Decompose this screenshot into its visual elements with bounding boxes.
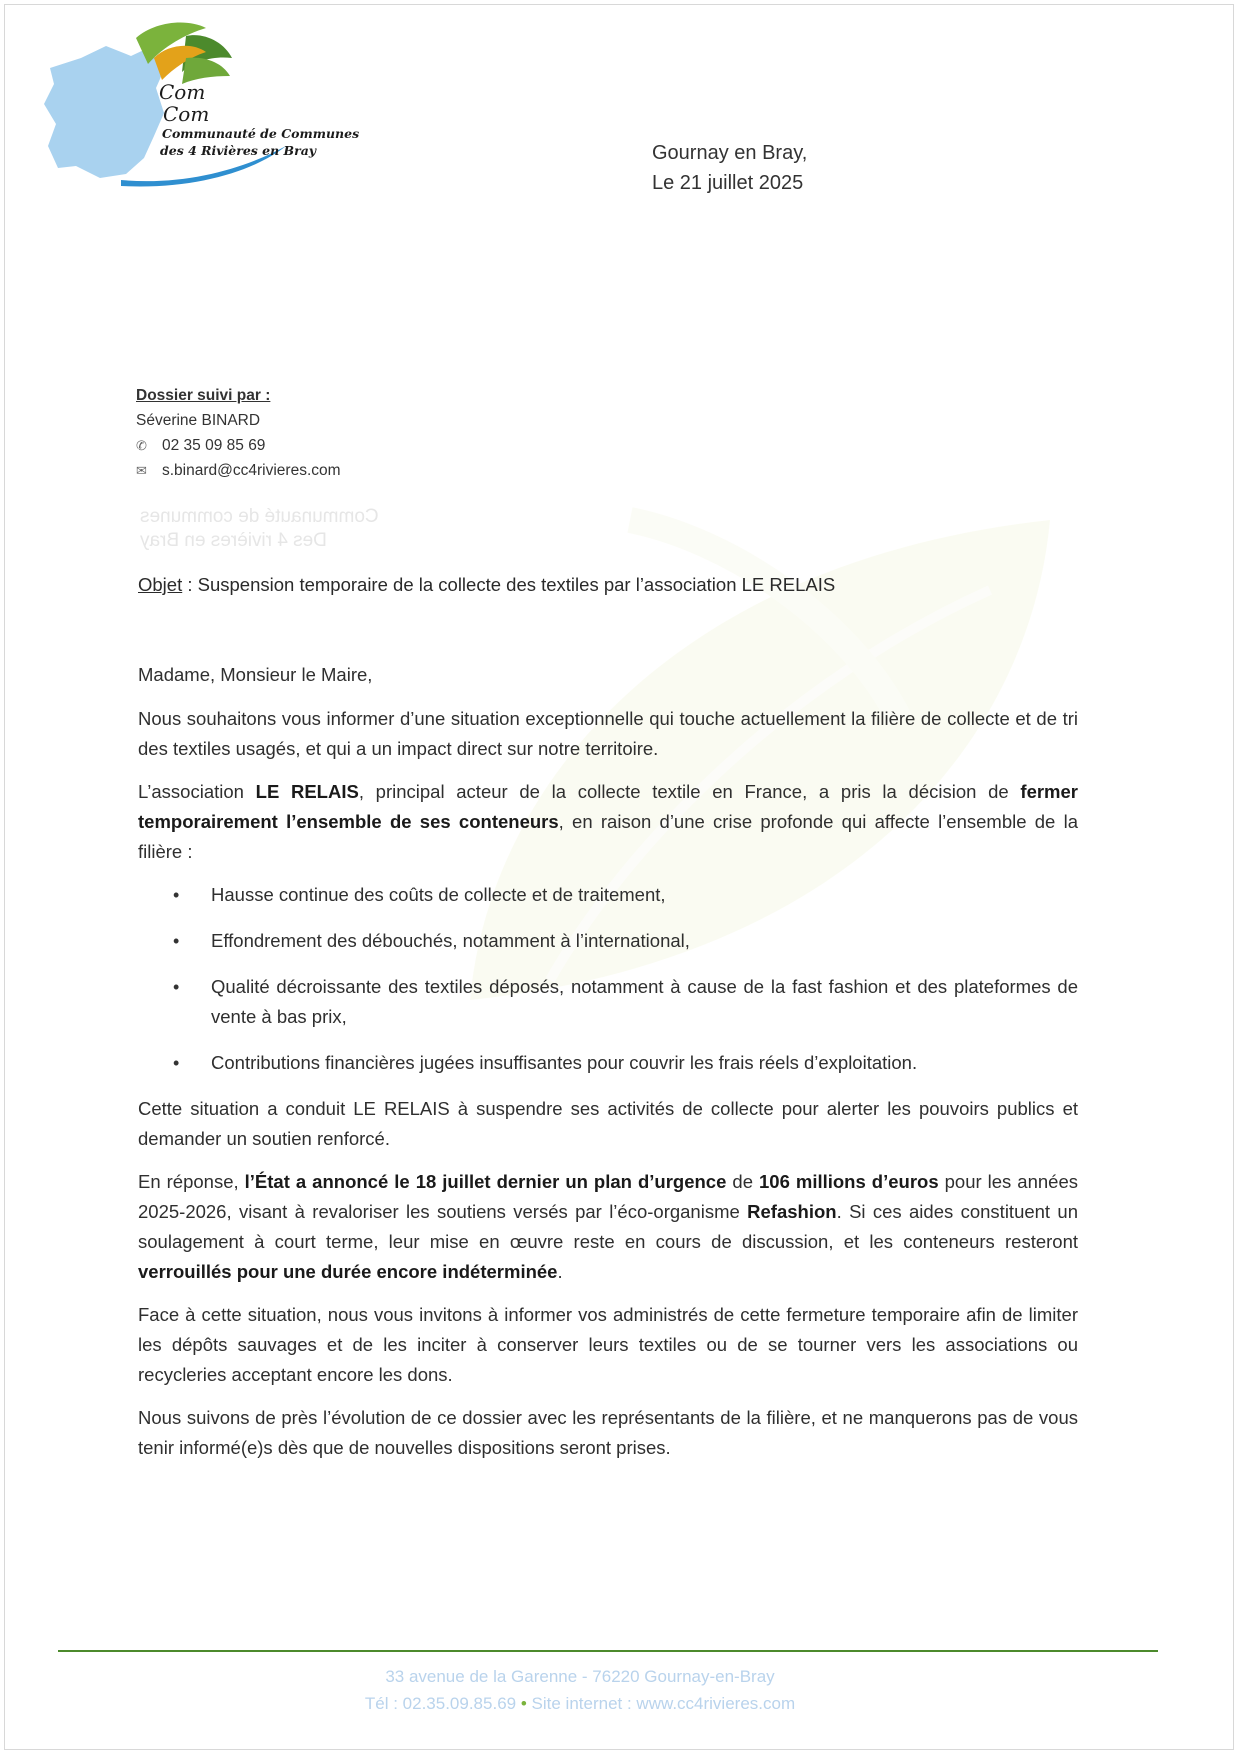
logo-com-2: Com: [163, 102, 210, 126]
letter-body: [138, 660, 1078, 1476]
footer-separator: •: [520, 1694, 527, 1713]
paragraph-4: En réponse, l’État a annoncé le 18 juillet dernier un plan d’urgence de 106 millions d’euros pour les années 2025-2026, visant à revaloriser les soutiens versés par l’éco-organisme Refashion. Si ces aides constituent un soulagement à court terme, leur mise en œuvre reste en cours de discussion, et les conteneurs resteront verrouillés pour une durée encore indéterminée.: [138, 1171, 1079, 1282]
subject-label: Objet: [138, 574, 183, 595]
logo: [36, 18, 360, 193]
footer-address: 33 avenue de la Garenne - 76220 Gournay-en-Bray: [385, 1667, 775, 1686]
place: Gournay en Bray,: [652, 142, 808, 164]
subject-text: : Suspension temporaire de la collecte des textiles par l’association LE RELAIS: [182, 574, 836, 595]
list-item: • Contributions financières jugées insuffisantes pour couvrir les frais réels d’exploitation.: [211, 1048, 1078, 1078]
paragraph-1: Nous souhaitons vous informer d’une situation exceptionnelle qui touche actuellement la filière de collecte et de tri des textiles usagés, et qui a un impact direct sur notre territoire.: [138, 708, 1078, 759]
paragraph-5: Face à cette situation, nous vous invitons à informer vos administrés de cette fermeture temporaire afin de limiter les dépôts sauvages et de les inciter à conserver leurs textiles ou de se tourner vers les associations ou recycleries acceptant encore les dons.: [138, 1304, 1078, 1385]
phone-icon: ✆: [136, 438, 147, 453]
stamp-line-2: Des 4 rivières en Bray: [140, 530, 327, 551]
paragraph-2: L’association LE RELAIS, principal acteur de la collecte textile en France, a pris la décision de fermer temporairement l’ensemble de ses conteneurs, en raison d’une crise profonde qui affecte l’ensemble de la filière :: [138, 781, 1078, 862]
list-item: • Effondrement des débouchés, notamment à l’international,: [211, 926, 1078, 956]
contact-phone-row: [136, 433, 341, 458]
stamp-line-1: Communauté de communes: [140, 506, 379, 527]
footer-contact-row: [0, 1690, 1160, 1717]
contact-label: Dossier suivi par :: [136, 387, 271, 404]
contact-name: Séverine BINARD: [136, 412, 261, 429]
logo-org-line-1: Communauté de Communes: [162, 126, 360, 141]
date: Le 21 juillet 2025: [652, 172, 804, 194]
greeting: Madame, Monsieur le Maire,: [138, 664, 373, 685]
contact-phone: 02 35 09 85 69: [162, 437, 266, 454]
footer-phone: Tél : 02.35.09.85.69: [364, 1694, 517, 1713]
paragraph-3: Cette situation a conduit LE RELAIS à suspendre ses activités de collecte pour alerter les pouvoirs publics et demander un soutien renforcé.: [138, 1098, 1078, 1149]
place-date-block: [652, 138, 807, 198]
contact-email-row: [136, 458, 341, 483]
paragraph-6: Nous suivons de près l’évolution de ce dossier avec les représentants de la filière, et ne manquerons pas de vous tenir informé(e)s dès que de nouvelles dispositions seront prises.: [138, 1407, 1078, 1458]
footer-divider: [58, 1650, 1158, 1652]
envelope-icon: ✉: [136, 463, 147, 478]
logo-org-line-2: des 4 Rivières en Bray: [160, 143, 317, 158]
logo-com-1: Com: [159, 80, 206, 104]
footer-site[interactable]: Site internet : www.cc4rivieres.com: [531, 1694, 796, 1713]
crisis-list: [138, 880, 1078, 1078]
subject-line: [138, 574, 835, 596]
stamp-show-through: [140, 505, 430, 553]
list-item: • Qualité décroissante des textiles déposés, notamment à cause de la fast fashion et des plateformes de vente à bas prix,: [211, 972, 1078, 1032]
contact-email[interactable]: s.binard@cc4rivieres.com: [162, 462, 341, 479]
list-item: • Hausse continue des coûts de collecte et de traitement,: [211, 880, 1078, 910]
footer: [0, 1663, 1160, 1717]
contact-block: [136, 383, 341, 483]
